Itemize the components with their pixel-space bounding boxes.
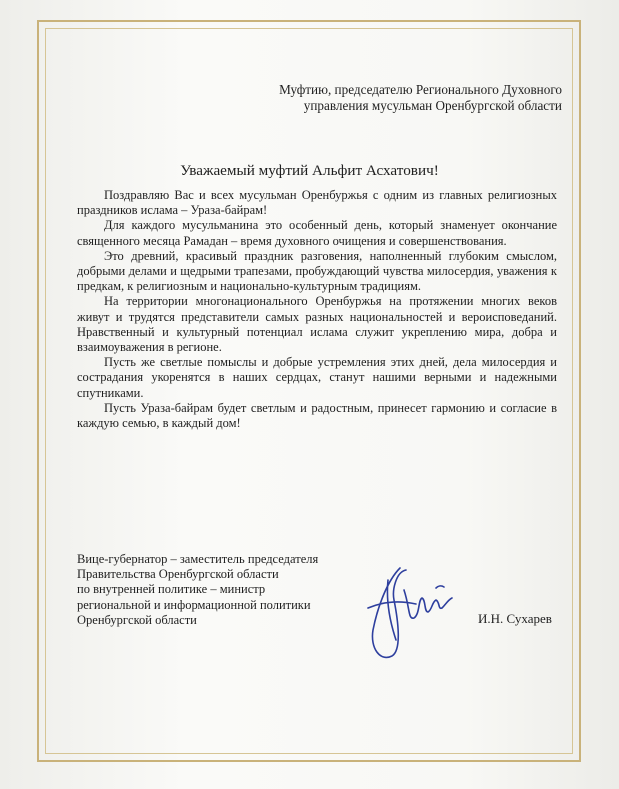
- salutation: Уважаемый муфтий Альфит Асхатович!: [180, 162, 439, 179]
- handwritten-signature: [358, 560, 458, 670]
- signer-title-line: Правительства Оренбургской области: [77, 567, 279, 582]
- signer-title-line: Вице-губернатор – заместитель председателя: [77, 552, 319, 566]
- paragraph: Пусть же светлые помыслы и добрые устремления этих дней, дела милосердия и сострадания укоренятся в наших сердцах, станут нашими верными и надежными спутниками.: [77, 355, 557, 400]
- paragraph: Пусть Ураза-байрам будет светлым и радостным, принесет гармонию и согласие в каждую семью, в каждый дом!: [77, 400, 557, 431]
- letter-body: [77, 188, 557, 431]
- addressee-line: Муфтию, председателю Регионального Духовного: [279, 82, 562, 97]
- signer-title-line: по внутренней политике – министр: [77, 582, 266, 597]
- addressee-line: управления мусульман Оренбургской области: [303, 98, 562, 113]
- signer-title: [77, 552, 367, 628]
- paragraph: Поздравляю Вас и всех мусульман Оренбуржья с одним из главных религиозных праздников ислама – Ураза-байрам!: [77, 188, 557, 218]
- paragraph: На территории многонационального Оренбуржья на протяжении многих веков живут и трудятся представители самых разных национальностей и вероисповеданий. Нравственный и культурный потенциал ислама служит укреплению мира, добра и взаимоуважения в регионе.: [77, 294, 557, 355]
- signer-title-line: региональной и информационной политики: [77, 597, 311, 612]
- paragraph: Для каждого мусульманина это особенный день, который знаменует окончание священного месяца Рамадан – время духовного очищения и совершенствования.: [77, 218, 557, 248]
- signer-title-line: Оренбургской области: [77, 612, 197, 627]
- signer-name: И.Н. Сухарев: [478, 611, 552, 626]
- addressee-block: [230, 82, 562, 114]
- paragraph: Это древний, красивый праздник разговения, наполненный глубоким смыслом, добрыми делами и щедрыми трапезами, пробуждающий чувства милосердия, уважения к предкам, к религиозным и национально-культурным традициям.: [77, 248, 557, 294]
